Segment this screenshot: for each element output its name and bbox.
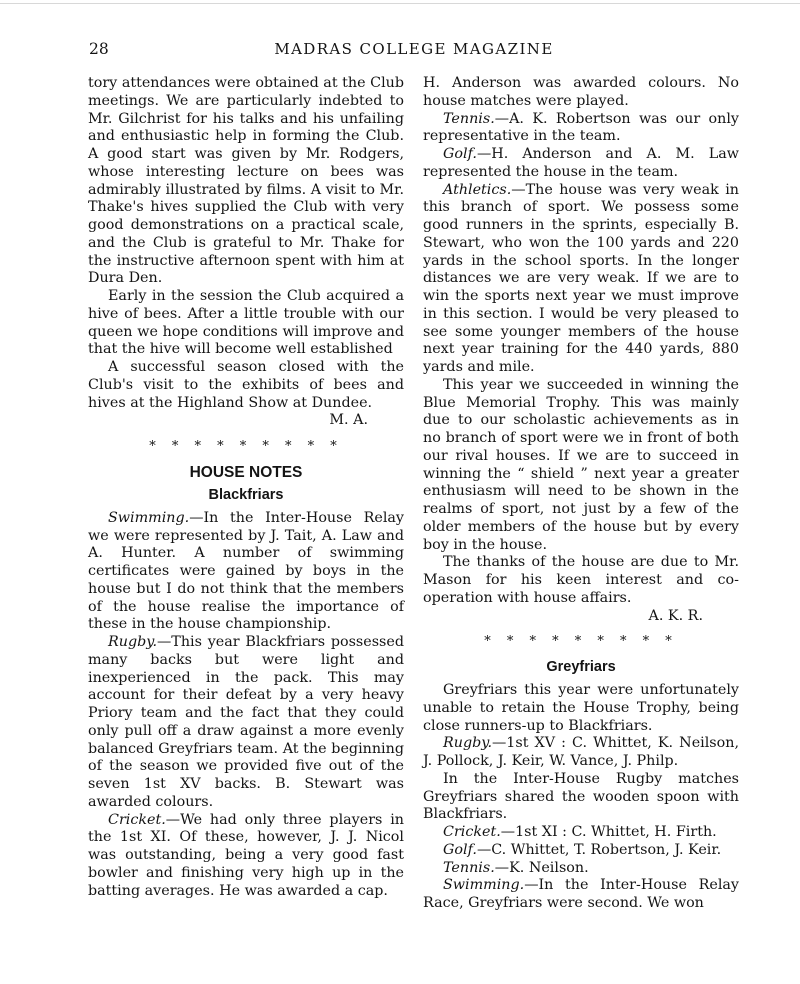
paragraph-hive: Early in the session the Club acquired a hive of bees. After a little trouble with our queen we hope conditions will improve and that the hive will become well established [88,288,404,358]
label-grey-tennis: Tennis. [443,859,495,876]
paragraph-golf [423,146,739,182]
label-tennis: Tennis. [443,110,495,127]
label-grey-swimming: Swimming. [443,877,525,894]
label-grey-cricket: Cricket. [443,824,501,840]
signature-ma: M. A. [329,412,368,429]
left-column [88,75,404,900]
label-swimming: Swimming. [108,509,190,526]
page-number: 28 [89,40,109,58]
paragraph-cricket-cont: H. Anderson was awarded colours. No house matches were played. [423,75,739,109]
text-swimming: —In the Inter-House Relay we were represented by J. Tait, A. Law and A. Hunter. A number of swimming certificates were gained by boys in the house but I do not think that the members of the house realise the importance of these in the house championship. [88,509,404,633]
right-column [423,75,739,913]
text-grey-cricket: —1st XI : C. Whittet, H. Firth. [500,824,717,840]
text-grey-tennis: —K. Neilson. [494,859,589,876]
label-golf: Golf. [443,146,477,162]
text-golf: —H. Anderson and A. M. Law represented the house in the team. [423,146,739,180]
house-heading-blackfriars: Blackfriars [208,486,284,503]
paragraph-greyfriars-intro: Greyfriars this year were unfortunately unable to retain the House Trophy, being close runners-up to Blackfriars. [423,682,739,734]
text-grey-swimming: —In the Inter-House Relay Race, Greyfriars were second. We won [423,877,739,911]
label-rugby: Rugby. [108,634,157,650]
house-heading-greyfriars: Greyfriars [546,659,616,675]
signature-akr: A. K. R. [648,607,703,624]
running-header [89,40,739,64]
section-divider: * * * * * * * * * [149,439,343,454]
paragraph-athletics [423,182,739,377]
paragraph-grey-cricket [423,824,739,842]
paragraph-tennis [423,111,739,147]
top-rule [0,3,800,4]
paragraph-season: A successful season closed with the Club's visit to the exhibits of bees and hives at the Highland Show at Dundee. [88,359,404,411]
label-grey-golf: Golf. [443,841,477,858]
paragraph-rugby [88,634,404,812]
paragraph-thanks: The thanks of the house are due to Mr. Mason for his keen interest and co-operation with house affairs. [423,554,739,606]
magazine-title: MADRAS COLLEGE MAGAZINE [274,40,554,58]
paragraph-cricket [88,812,404,901]
paragraph-grey-tennis [423,860,739,878]
text-grey-rugby: —1st XV : C. Whittet, K. Neilson, J. Pollock, J. Keir, W. Vance, J. Philp. [423,735,739,769]
label-cricket: Cricket. [108,811,166,828]
text-grey-golf: —C. Whittet, T. Robertson, J. Keir. [476,841,722,858]
text-tennis: —A. K. Robertson was our only representative in the team. [423,110,739,145]
text-cricket: —We had only three players in the 1st XI. Of these, however, J. J. Nicol was outstanding, being a very good fast bowler and finishing very high up in the batting averages. He was awarded a cap. [88,811,404,899]
label-athletics: Athletics. [443,181,512,198]
label-grey-rugby: Rugby. [443,735,492,752]
section-divider: * * * * * * * * * [484,634,678,650]
text-rugby: —This year Blackfriars possessed many backs but were light and inexperienced in the pack. This may account for their defeat by a very heavy Priory team and the fact that they could only pull off a draw against a more evenly balanced Greyfriars team. At the beginning of the season we provided five out of the seven 1st XV backs. B. Stewart was awarded colours. [88,634,404,810]
paragraph-bee-club-cont: tory attendances were obtained at the Club meetings. We are particularly indebted to Mr. Gilchrist for his talks and his unfailing and enthusiastic help in forming the Club. A good start was given by Mr. Rodgers, whose interesting lecture on bees was admirably illustrated by films. A visit to Mr. Thake's hives supplied the Club with very good demonstrations on a practical scale, and the Club is grateful to Mr. Thake for the instructive afternoon spent with him at Dura Den. [88,75,404,287]
section-heading: HOUSE NOTES [189,463,303,481]
paragraph-grey-rugby [423,735,739,771]
paragraph-swimming [88,510,404,634]
paragraph-trophy: This year we succeeded in winning the Blue Memorial Trophy. This was mainly due to our scholastic achievements as in no branch of sport were we in front of both our rival houses. If we are to succeed in winning the “ shield ” next year a greater enthusiasm will need to be shown in the realms of sport, not just by a few of the older members of the house but by every boy in the house. [423,376,739,553]
paragraph-grey-swimming [423,877,739,913]
text-athletics: —The house was very weak in this branch of sport. We possess some good runners in the sprints, especially B. Stewart, who won the 100 yards and 220 yards in the school sports. In the longer distances we are very weak. If we are to win the sports next year we must improve in this section. I would be very pleased to see some younger members of the house next year training for the 440 yards, 880 yards and mile. [423,181,739,375]
paragraph-grey-rugby-matches: In the Inter-House Rugby matches Greyfriars shared the wooden spoon with Blackfriars. [423,770,739,823]
paragraph-grey-golf [423,842,739,860]
